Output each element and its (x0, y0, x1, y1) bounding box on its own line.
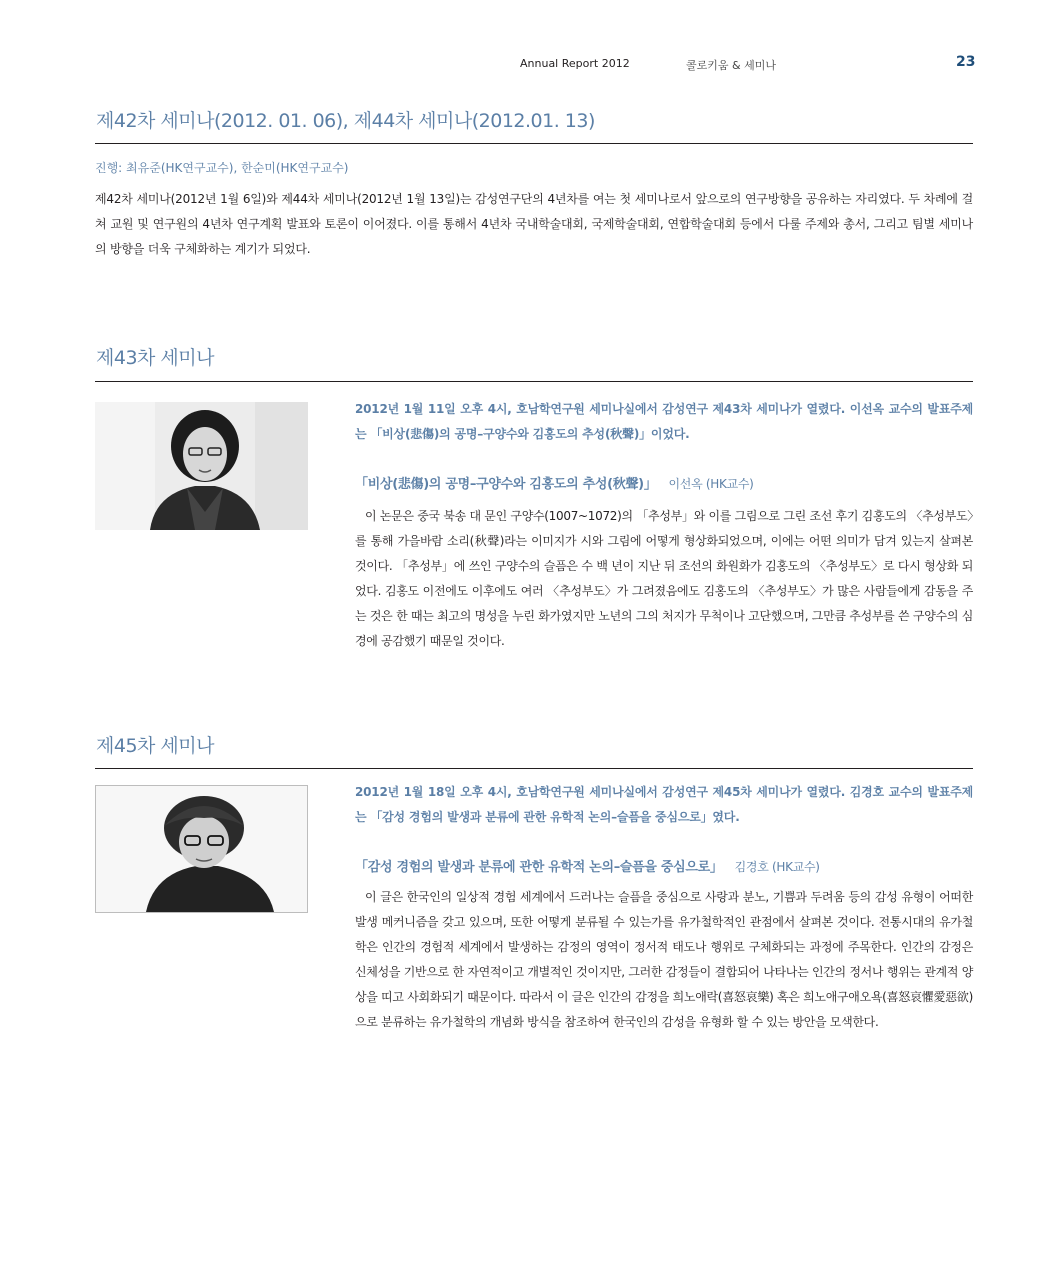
seminar-45-talk-title: 「감성 경험의 발생과 분류에 관한 유학적 논의–슬픔을 중심으로」 (355, 860, 723, 875)
seminar-43-speaker: 이선옥 (HK교수) (668, 477, 754, 491)
seminar-45-lead: 2012년 1월 18일 오후 4시, 호남학연구원 세미나실에서 감성연구 제45차 세미나가 열렸다. 김경호 교수의 발표주제는 「감성 경험의 발생과 분류에 관한 유학적 논의–슬픔을 중심으로」였다. (355, 785, 973, 824)
speaker-photo-woman (95, 402, 308, 530)
seminar-42-44-presenter: 진행: 최유준(HK연구교수), 한순미(HK연구교수) (95, 161, 349, 175)
seminar-43-body: 이 논문은 중국 북송 대 문인 구양수(1007~1072)의 「추성부」와 이를 그림으로 그린 조선 후기 김홍도의 〈추성부도〉를 통해 가을바람 소리(秋聲)라는 이미지가 시와 그림에 어떻게 형상화되었으며, 이에는 어떤 의미가 담겨 있는지 살펴본 것이다. 「추성부」에 쓰인 구양수의 슬픔은 수 백 년이 지난 뒤 조선의 화원화가 김홍도의 〈추성부도〉로 다시 형상화 되었다. 김홍도 이전에도 이후에도 여러 〈추성부도〉가 그려졌음에도 김홍도의 〈추성부도〉가 많은 사람들에게 감동을 주는 것은 한 때는 최고의 명성을 누린 화가였지만 노년의 그의 처지가 무척이나 고단했으며, 그만큼 추성부를 쓴 구양수의 심경에 공감했기 때문일 것이다. (355, 509, 973, 648)
divider (95, 143, 973, 144)
seminar-42-44-body: 제42차 세미나(2012년 1월 6일)와 제44차 세미나(2012년 1월 13일)는 감성연구단의 4년차를 여는 첫 세미나로서 앞으로의 연구방향을 공유하는 자리였다. 두 차례에 걸쳐 교원 및 연구원의 4년차 연구계획 발표와 토론이 이어졌다. 이를 통해서 4년차 국내학술대회, 국제학술대회, 연합학술대회 등에서 다룰 주제와 총서, 그리고 팀별 세미나의 방향을 더욱 구체화하는 계기가 되었다. (95, 192, 974, 256)
page-number: 23 (956, 54, 976, 70)
seminar-43-lead: 2012년 1월 11일 오후 4시, 호남학연구원 세미나실에서 감성연구 제43차 세미나가 열렸다. 이선옥 교수의 발표주제는 「비상(悲傷)의 공명–구양수와 김홍도의 추성(秋聲)」이었다. (355, 402, 973, 441)
seminar-45-speaker: 김경호 (HK교수) (734, 860, 820, 874)
seminar-45-title: 제45차 세미나 (96, 735, 214, 757)
speaker-photo-man (95, 785, 308, 913)
divider (95, 768, 973, 769)
seminar-43-talk-title: 「비상(悲傷)의 공명–구양수와 김홍도의 추성(秋聲)」 (355, 477, 657, 492)
seminar-42-44-title: 제42차 세미나(2012. 01. 06), 제44차 세미나(2012.01. 13) (96, 110, 595, 132)
report-title: Annual Report 2012 (520, 57, 630, 70)
seminar-45-talk (355, 856, 973, 875)
section-name: 콜로키움 & 세미나 (686, 59, 776, 72)
seminar-45-body: 이 글은 한국인의 일상적 경험 세계에서 드러나는 슬픔을 중심으로 사랑과 분노, 기쁨과 두려움 등의 감성 유형이 어떠한 발생 메커니즘을 갖고 있으며, 또한 어떻게 분류될 수 있는가를 유가철학적인 관점에서 살펴본 것이다. 전통시대의 유가철학은 인간의 경험적 세계에서 발생하는 감정의 영역이 정서적 태도나 행위로 구체화되는 과정에 주목한다. 인간의 감정은 신체성을 기반으로 한 자연적이고 개별적인 것이지만, 그러한 감정들이 결합되어 나타나는 인간의 정서나 행위는 관계적 양상을 띠고 사회화되기 때문이다. 따라서 이 글은 인간의 감정을 희노애락(喜怒哀樂) 혹은 희노애구애오욕(喜怒哀懼愛惡欲)으로 분류하는 유가철학의 개념화 방식을 참조하여 한국인의 감성을 유형화 할 수 있는 방안을 모색한다. (355, 890, 973, 1029)
seminar-43-talk (355, 473, 973, 492)
seminar-43-title: 제43차 세미나 (96, 347, 214, 369)
divider (95, 381, 973, 382)
